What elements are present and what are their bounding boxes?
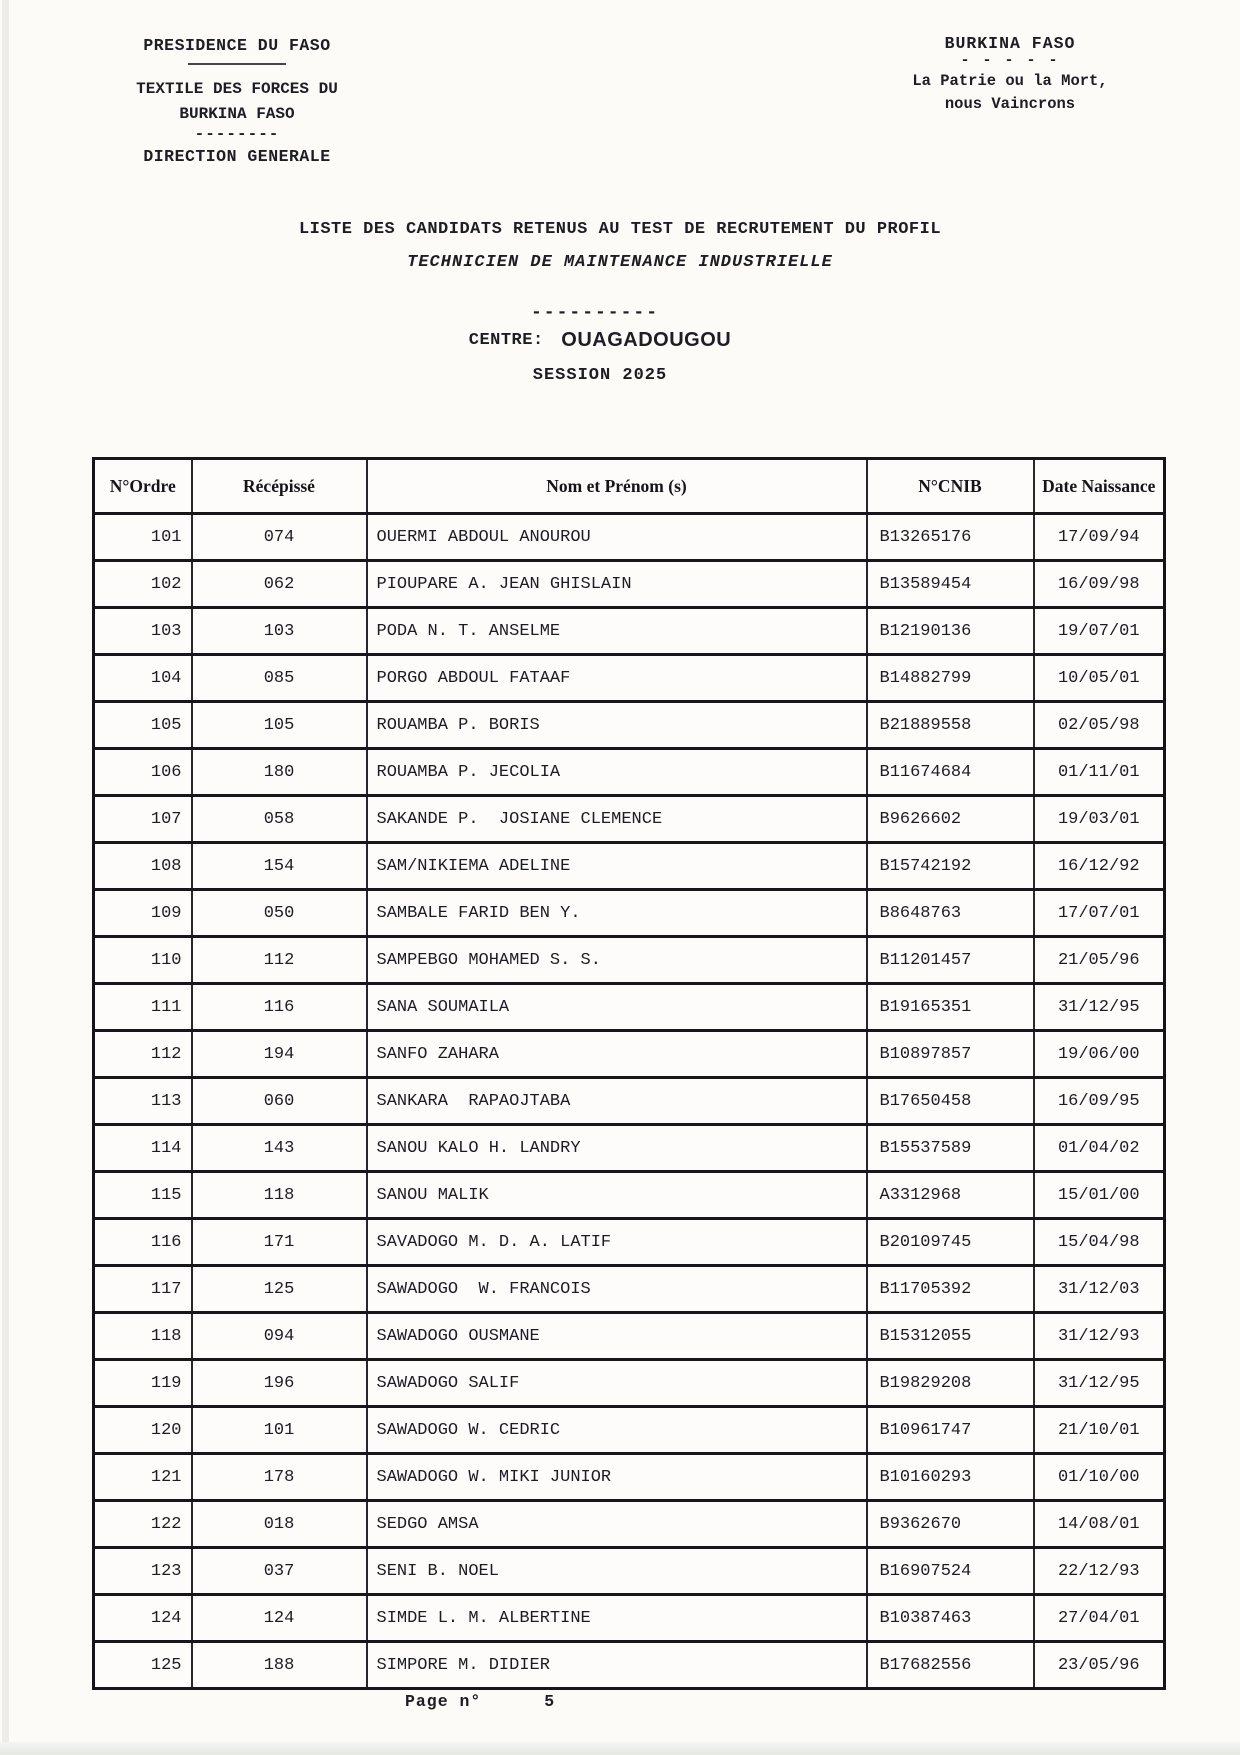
table-cell: PIOUPARE A. JEAN GHISLAIN — [367, 561, 867, 608]
table-cell: 111 — [94, 984, 192, 1031]
table-cell: 31/12/03 — [1034, 1266, 1165, 1313]
table-row — [94, 608, 1165, 655]
table-cell: 23/05/96 — [1034, 1642, 1165, 1689]
table-cell: 121 — [94, 1454, 192, 1501]
table-row — [94, 1360, 1165, 1407]
table-cell: SAWADOGO SALIF — [367, 1360, 867, 1407]
column-header-ordre: N°Ordre — [94, 459, 192, 514]
table-cell: B21889558 — [867, 702, 1034, 749]
table-row — [94, 1407, 1165, 1454]
table-cell: B10387463 — [867, 1595, 1034, 1642]
table-cell: SIMPORE M. DIDIER — [367, 1642, 867, 1689]
table-cell: 194 — [192, 1031, 367, 1078]
table-row — [94, 1313, 1165, 1360]
table-cell: 143 — [192, 1125, 367, 1172]
table-cell: SAWADOGO W. MIKI JUNIOR — [367, 1454, 867, 1501]
table-cell: 122 — [94, 1501, 192, 1548]
table-cell: SAMBALE FARID BEN Y. — [367, 890, 867, 937]
table-cell: SEDGO AMSA — [367, 1501, 867, 1548]
table-cell: PORGO ABDOUL FATAAF — [367, 655, 867, 702]
table-cell: SAMPEBGO MOHAMED S. S. — [367, 937, 867, 984]
table-cell: 113 — [94, 1078, 192, 1125]
table-cell: 110 — [94, 937, 192, 984]
table-cell: 123 — [94, 1548, 192, 1595]
table-row — [94, 1078, 1165, 1125]
table-cell: ROUAMBA P. BORIS — [367, 702, 867, 749]
table-header-row — [94, 459, 1165, 514]
table-cell: B20109745 — [867, 1219, 1034, 1266]
table-cell: 116 — [192, 984, 367, 1031]
table-cell: 14/08/01 — [1034, 1501, 1165, 1548]
table-cell: 074 — [192, 514, 367, 561]
title-line-2: TECHNICIEN DE MAINTENANCE INDUSTRIELLE — [407, 253, 833, 272]
table-cell: 17/09/94 — [1034, 514, 1165, 561]
table-row — [94, 514, 1165, 561]
table-cell: OUERMI ABDOUL ANOUROU — [367, 514, 867, 561]
table-cell: 188 — [192, 1642, 367, 1689]
table-cell: 31/12/95 — [1034, 1360, 1165, 1407]
table-cell: 119 — [94, 1360, 192, 1407]
table-cell: SANOU KALO H. LANDRY — [367, 1125, 867, 1172]
table-cell: 01/11/01 — [1034, 749, 1165, 796]
table-cell: 103 — [192, 608, 367, 655]
table-row — [94, 1548, 1165, 1595]
table-cell: 01/10/00 — [1034, 1454, 1165, 1501]
letterhead-right — [840, 34, 1180, 116]
table-cell: B14882799 — [867, 655, 1034, 702]
table-cell: 112 — [94, 1031, 192, 1078]
table-cell: 31/12/93 — [1034, 1313, 1165, 1360]
table-cell: 018 — [192, 1501, 367, 1548]
table-cell: B15742192 — [867, 843, 1034, 890]
org-line-2: BURKINA FASO — [179, 104, 295, 123]
table-cell: B15312055 — [867, 1313, 1034, 1360]
table-cell: SAWADOGO W. CEDRIC — [367, 1407, 867, 1454]
table-cell: 124 — [192, 1595, 367, 1642]
centre-line — [0, 329, 1200, 352]
table-cell: 31/12/95 — [1034, 984, 1165, 1031]
table-cell: 120 — [94, 1407, 192, 1454]
motto-line-1: La Patrie ou la Mort, — [912, 71, 1108, 90]
table-cell: B10160293 — [867, 1454, 1034, 1501]
table-cell: 058 — [192, 796, 367, 843]
table-cell: 178 — [192, 1454, 367, 1501]
title-line-1: LISTE DES CANDIDATS RETENUS AU TEST DE RECRUTEMENT DU PROFIL — [298, 220, 942, 239]
table-cell: SANKARA RAPAOJTABA — [367, 1078, 867, 1125]
table-cell: 060 — [192, 1078, 367, 1125]
table-cell: B11674684 — [867, 749, 1034, 796]
table-cell: SAWADOGO OUSMANE — [367, 1313, 867, 1360]
column-header-nom: Nom et Prénom (s) — [367, 459, 867, 514]
table-cell: 125 — [192, 1266, 367, 1313]
table-cell: 114 — [94, 1125, 192, 1172]
table-cell: 094 — [192, 1313, 367, 1360]
table-cell: SANFO ZAHARA — [367, 1031, 867, 1078]
table-cell: 107 — [94, 796, 192, 843]
table-cell: 101 — [94, 514, 192, 561]
centre-value: OUAGADOUGOU — [561, 329, 732, 351]
table-cell: 037 — [192, 1548, 367, 1595]
table-row — [94, 702, 1165, 749]
table-row — [94, 1125, 1165, 1172]
table-cell: B19165351 — [867, 984, 1034, 1031]
table-cell: SANA SOUMAILA — [367, 984, 867, 1031]
org-line-1: TEXTILE DES FORCES DU — [136, 80, 338, 98]
table-cell: 103 — [94, 608, 192, 655]
table-cell: 22/12/93 — [1034, 1548, 1165, 1595]
direction-line: DIRECTION GENERALE — [143, 146, 331, 166]
column-header-date: Date Naissance — [1034, 459, 1165, 514]
table-cell: 106 — [94, 749, 192, 796]
letterhead-left — [118, 36, 356, 166]
table-row — [94, 937, 1165, 984]
table-cell: 02/05/98 — [1034, 702, 1165, 749]
table-row — [94, 1642, 1165, 1689]
table-cell: 15/04/98 — [1034, 1219, 1165, 1266]
document-title — [0, 220, 1240, 272]
table-cell: SENI B. NOEL — [367, 1548, 867, 1595]
table-cell: 124 — [94, 1595, 192, 1642]
table-cell: 105 — [94, 702, 192, 749]
table-cell: A3312968 — [867, 1172, 1034, 1219]
candidates-table — [92, 457, 1166, 1690]
table-row — [94, 1501, 1165, 1548]
table-row — [94, 1595, 1165, 1642]
table-cell: B11201457 — [867, 937, 1034, 984]
session-line: SESSION 2025 — [532, 366, 668, 385]
table-cell: 16/12/92 — [1034, 843, 1165, 890]
table-cell: B12190136 — [867, 608, 1034, 655]
table-cell: 19/07/01 — [1034, 608, 1165, 655]
table-cell: 112 — [192, 937, 367, 984]
table-cell: 105 — [192, 702, 367, 749]
table-cell: 16/09/98 — [1034, 561, 1165, 608]
dash-separator: - - - - - — [960, 52, 1060, 69]
table-row — [94, 1219, 1165, 1266]
table-cell: 108 — [94, 843, 192, 890]
table-cell: 154 — [192, 843, 367, 890]
table-cell: SAM/NIKIEMA ADELINE — [367, 843, 867, 890]
table-cell: 115 — [94, 1172, 192, 1219]
table-cell: B15537589 — [867, 1125, 1034, 1172]
table-row — [94, 984, 1165, 1031]
table-cell: 085 — [192, 655, 367, 702]
table-cell: 21/10/01 — [1034, 1407, 1165, 1454]
table-cell: 19/03/01 — [1034, 796, 1165, 843]
column-header-cnib: N°CNIB — [867, 459, 1034, 514]
table-cell: B13265176 — [867, 514, 1034, 561]
table-cell: B11705392 — [867, 1266, 1034, 1313]
table-row — [94, 843, 1165, 890]
table-cell: SAWADOGO W. FRANCOIS — [367, 1266, 867, 1313]
page-footer — [405, 1692, 555, 1711]
dash-separator: -------- — [194, 124, 280, 143]
table-cell: 171 — [192, 1219, 367, 1266]
table-cell: B13589454 — [867, 561, 1034, 608]
table-cell: SANOU MALIK — [367, 1172, 867, 1219]
table-row — [94, 1454, 1165, 1501]
table-cell: 10/05/01 — [1034, 655, 1165, 702]
presidence-line: PRESIDENCE DU FASO — [143, 36, 331, 55]
table-row — [94, 890, 1165, 937]
table-cell: PODA N. T. ANSELME — [367, 608, 867, 655]
table-cell: SIMDE L. M. ALBERTINE — [367, 1595, 867, 1642]
table-cell: 180 — [192, 749, 367, 796]
table-cell: 19/06/00 — [1034, 1031, 1165, 1078]
table-cell: B10961747 — [867, 1407, 1034, 1454]
table-cell: 101 — [192, 1407, 367, 1454]
table-cell: SAVADOGO M. D. A. LATIF — [367, 1219, 867, 1266]
table-row — [94, 796, 1165, 843]
table-cell: 117 — [94, 1266, 192, 1313]
table-cell: 196 — [192, 1360, 367, 1407]
table-cell: B19829208 — [867, 1360, 1034, 1407]
table-cell: 15/01/00 — [1034, 1172, 1165, 1219]
table-cell: 102 — [94, 561, 192, 608]
table-cell: 050 — [192, 890, 367, 937]
table-cell: 21/05/96 — [1034, 937, 1165, 984]
horizontal-rule — [188, 63, 286, 65]
motto-line-2: nous Vaincrons — [944, 94, 1076, 113]
table-cell: B8648763 — [867, 890, 1034, 937]
table-cell: ROUAMBA P. JECOLIA — [367, 749, 867, 796]
table-cell: B9626602 — [867, 796, 1034, 843]
table-cell: 17/07/01 — [1034, 890, 1165, 937]
table-cell: B10897857 — [867, 1031, 1034, 1078]
table-body — [94, 514, 1165, 1689]
page-label: Page n° — [405, 1692, 482, 1711]
centre-label: CENTRE: — [468, 331, 544, 350]
column-header-recepisse: Récépissé — [192, 459, 367, 514]
table-cell: 062 — [192, 561, 367, 608]
table-row — [94, 1266, 1165, 1313]
table-cell: SAKANDE P. JOSIANE CLEMENCE — [367, 796, 867, 843]
table-cell: 118 — [192, 1172, 367, 1219]
table-cell: 01/04/02 — [1034, 1125, 1165, 1172]
table-row — [94, 1172, 1165, 1219]
table-cell: 109 — [94, 890, 192, 937]
table-cell: B17650458 — [867, 1078, 1034, 1125]
table-row — [94, 561, 1165, 608]
scan-edge-artifact-bottom — [0, 1742, 1240, 1755]
table-cell: 16/09/95 — [1034, 1078, 1165, 1125]
table-cell: 104 — [94, 655, 192, 702]
dash-separator-centre: ---------- — [530, 303, 660, 323]
table-cell: 125 — [94, 1642, 192, 1689]
table-cell: 118 — [94, 1313, 192, 1360]
table-cell: 27/04/01 — [1034, 1595, 1165, 1642]
table-row — [94, 749, 1165, 796]
page-number: 5 — [544, 1692, 556, 1711]
table-row — [94, 655, 1165, 702]
table-cell: B16907524 — [867, 1548, 1034, 1595]
table-cell: B9362670 — [867, 1501, 1034, 1548]
table-cell: 116 — [94, 1219, 192, 1266]
table-row — [94, 1031, 1165, 1078]
table-cell: B17682556 — [867, 1642, 1034, 1689]
country-name: BURKINA FASO — [944, 34, 1076, 53]
